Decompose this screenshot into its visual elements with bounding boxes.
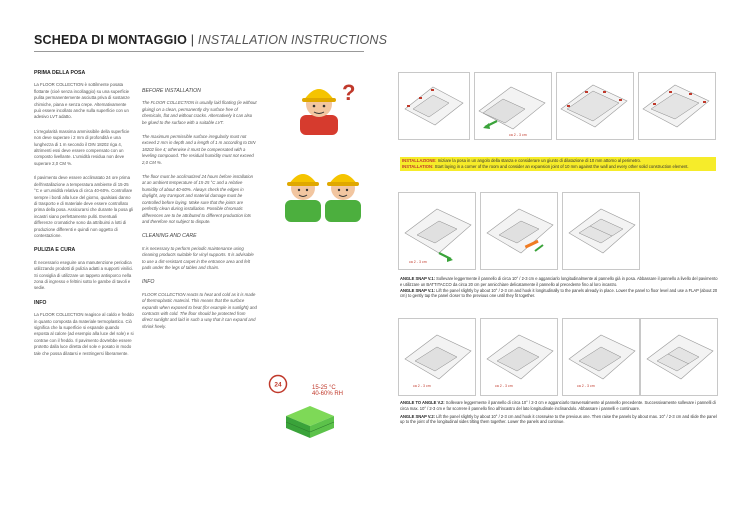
- question-mark-icon: ?: [342, 80, 356, 105]
- note-label-it: INSTALLAZIONE:: [402, 158, 437, 163]
- paragraph: The floor must be acclimatized 24 hours before installation at an ambient temperature of 15-25 °C and a relative humidity of about 40-60%. Always check the edges in daylight, any transport and material damage must be controlled before laying. Make sure that the joints are perfectly clean during installation. Possible chromatic differences are to be attributed to different production lots and therefore not subject to dispute.: [142, 174, 254, 224]
- humidity-range: 40-60% RH: [312, 391, 344, 397]
- dimension-label: ca 2 - 3 cm: [577, 384, 595, 388]
- install-figure-2: [474, 72, 552, 140]
- section-title-cleaning: CLEANING AND CARE: [142, 233, 197, 240]
- angle-text-it: Sollevare leggermente il pannello di circa 10° / 2-3 cm e agganciarlo trasversalmente al pannello precedente. Successivamente sollevare i pannelli di circa max. 10° / 2-3 cm e far scorrere il pannello fino all'incastro del lato longitudinale inclinandolo. Abbassare i pannelli e continuare.: [400, 400, 716, 411]
- title-italian: SCHEDA DI MONTAGGIO: [34, 33, 188, 47]
- angle-figure-1: [398, 318, 476, 396]
- installation-note: [400, 157, 716, 171]
- snap-figure-3: [562, 192, 640, 270]
- paragraph: La FLOOR COLLECTION è sottilmente posata flottante (cioè senza incollaggio) su una superficie pulita permanentemente asciutta priva di sostanze chimiche, piana e senza crepe. Alternativamente può essere incollato anche sulla superficie con un adesivo LVT adatto.: [34, 82, 130, 120]
- snap-text-it: Sollevare leggermente il pannello di circa 10° / 2-3 cm e agganciarlo longitudinalmente al pannello già in posa. Abbassare il pannello a livello del pavimento e utilizzare un BATTITACCO da circa 20 cm per annicchiare delicatamente il pannello al precedente fino al loro incastro.: [400, 276, 718, 287]
- install-figure-4: [638, 72, 716, 140]
- dimension-label: ca 2 - 3 cm: [413, 384, 431, 388]
- paragraph: L'irregolarità massima ammissibile della superficie non deve superare i 2 mm di profondità e una lunghezza di 1 m secondo il DIN 18202 riga 4, altrimenti essi deve essere compensato con un composto livellante. L'umidità residua non deve superare 2,0 CM %.: [34, 128, 130, 166]
- angle-to-angle-caption: [400, 400, 718, 425]
- paragraph: È necessario eseguire una manutenzione periodica utilizzando prodotti di pulizia adatti a supporti vinilici. Si consiglia di utilizzare un tappeto antisporco nella zona di ingresso e feltrini sotto le gambe di tavoli e sedie.: [34, 259, 134, 291]
- page-title: [34, 33, 387, 47]
- install-figure-1: [398, 72, 470, 140]
- snap-label-it: ANGLE SNAP V.1:: [400, 276, 436, 281]
- note-text-it: Iniziare la posa in un angolo della stanza e considerare un giunto di dilatazione di 10 mm attorno al perimetro.: [436, 158, 641, 163]
- note-text-en: Start laying in a corner of the room and consider an expansion joint of 10 mm against the wall and every other solid construction element.: [433, 163, 689, 169]
- section-title-before-installation: BEFORE INSTALLATION: [142, 88, 201, 94]
- paragraph: La FLOOR COLLECTION reagisce al caldo e freddo in quanto composta da materiale termoplastico. Ciò significa che la superficie si espande quando esposta al calore (ad esempio alla luce del sole) e si contrae con il freddo. Il pavimento dovrebbe essere protetto dalla luce diretta del sole e posato in modo tale che possa dilatarsi e restringersi liberamente.: [34, 312, 134, 356]
- dimension-label: ca 2 - 3 cm: [495, 384, 513, 388]
- italian-column: [34, 70, 134, 365]
- paragraph: It is necessary to perform periodic maintenance using cleaning products suitable for vinyl supports. It is advisable to use a dirt-resistant carpet in the entrance area and felt pads under the legs of tables and chairs.: [142, 245, 254, 270]
- angle-figure-4: [640, 318, 718, 396]
- paragraph: The maximum permissible surface irregularity must not exceed 2 mm in depth and a length of 1 m according to DIN 18202 line 4; otherwise it must be compensated with a leveling compound. The residual humidity must not exceed 2,0 CM %.: [142, 134, 256, 165]
- snap-text-en: Lift the panel slightly by about 10° / 2-3 cm and hook it longitudinally to the panels already in place. Lower the panel to floor level and use a FLAP (about 20 cm) to gently tap the panel closer to the previous one until they fit together.: [400, 287, 718, 299]
- acclimate-hours: 24: [274, 381, 282, 389]
- angle-text-en: Lift the panel slightly by about 10° / 2-3 cm and hook it crosswise to the previous one. Then raise the panels by about max. 10° / 2-3 cm and slide the panel up to the joint of the longitudinal sides tilting them together. Lower the panels and continue.: [400, 413, 717, 425]
- note-label-en: INSTALLATION:: [402, 163, 434, 169]
- climate-conditions: [312, 385, 343, 397]
- angle-label-it: ANGLE TO ANGLE V.2:: [400, 400, 445, 405]
- snap-figure-2: [480, 192, 558, 270]
- angle-snap-caption: [400, 276, 718, 299]
- angle-figure-2: [480, 318, 558, 396]
- worker-question-illustration: [290, 70, 360, 135]
- install-figure-3: [556, 72, 634, 140]
- title-separator: |: [187, 33, 198, 47]
- dimension-label: ca 2 - 3 cm: [509, 133, 527, 137]
- title-rule: [34, 51, 364, 52]
- title-english: INSTALLATION INSTRUCTIONS: [197, 33, 388, 47]
- angle-figure-3: [562, 318, 640, 396]
- section-title-prima-posa: PRIMA DELLA POSA: [34, 70, 86, 76]
- english-column: [142, 88, 257, 338]
- snap-figure-1: [398, 192, 476, 270]
- temperature-range: 15-25 °C: [312, 385, 336, 391]
- section-title-pulizia: PULIZIA E CURA: [34, 247, 76, 254]
- panel-stack-icon: [282, 398, 338, 444]
- clock-24h-icon: [268, 374, 288, 394]
- paragraph: FLOOR COLLECTION reacts to heat and cold as it is made of thermoplastic material. This means that the surface expands when exposed to heat (for example in sunlight) and contracts with cold. The floor should be protected from direct sunlight and laid in such a way that it can expand and shrink freely.: [142, 291, 257, 329]
- workers-team-illustration: [280, 150, 370, 225]
- angle-label-en: ANGLE SNAP V.2:: [400, 413, 436, 419]
- worker-icon: [325, 174, 361, 222]
- section-title-info-en: INFO: [142, 279, 155, 286]
- paragraph: The FLOOR COLLECTION is usually laid floating (ie without gluing) on a clean, permanently dry surface free of chemicals, flat and without cracks. Alternatively it can also be glued to the surface with a suitable LVT.: [142, 100, 257, 125]
- worker-icon: [285, 174, 321, 222]
- dimension-label: ca 2 - 3 cm: [409, 260, 427, 264]
- paragraph: Il pavimento deve essere acclimatato 24 ore prima dell'installazione a temperatura ambiente di 15-25 °C e un'umidità relativa di circa 40-60%. Controllare sempre i bordi alla luce del giorno, qualsiasi danno di trasporto e di materiale deve essere controllato prima della posa. Assicurarsi che durante la posa gli incastri siano perfettamente puliti. Eventuali differenze cromatiche sono da attribuirsi a lotti di produzione differenti e quindi non oggetto di contestazione.: [34, 175, 134, 238]
- worker-icon: [300, 89, 338, 135]
- snap-label-en: ANGLE SNAP V.1:: [400, 287, 436, 293]
- section-title-info-it: INFO: [34, 299, 47, 306]
